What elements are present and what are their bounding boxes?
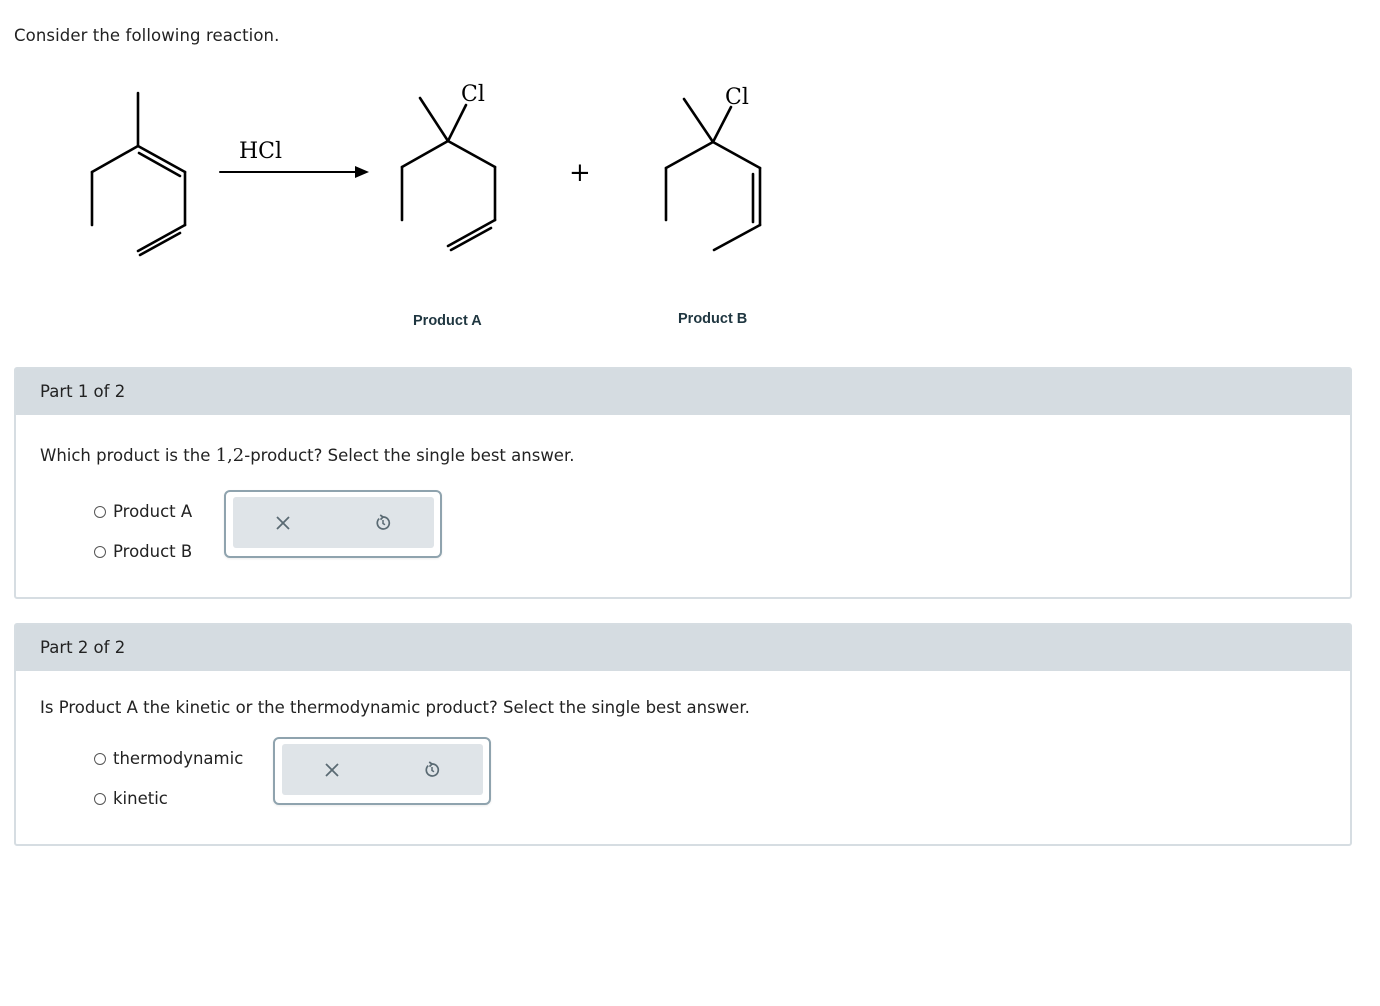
part-2-answer-tools — [273, 737, 491, 805]
option-product-a[interactable] — [94, 502, 192, 521]
tool-bar — [233, 497, 434, 548]
option-label: kinetic — [113, 789, 168, 808]
undo-button[interactable] — [382, 761, 484, 779]
question-text-start: Which product is the — [40, 446, 216, 465]
radio-product-b[interactable] — [94, 546, 106, 558]
product-a-label: Product A — [413, 313, 482, 329]
question-math: 1,2 — [215, 445, 245, 466]
tool-bar — [282, 744, 483, 795]
product-b-label: Product B — [678, 311, 748, 327]
option-product-b[interactable] — [94, 542, 192, 561]
part-2-panel — [14, 623, 1352, 846]
question-text-end: -product? Select the single best answer. — [244, 446, 575, 465]
part-1-panel — [14, 367, 1352, 599]
part-1-header: Part 1 of 2 — [16, 369, 1350, 415]
radio-thermodynamic[interactable] — [94, 753, 106, 765]
close-icon — [324, 762, 340, 778]
product-a-chlorine: Cl — [461, 82, 485, 107]
reactant-structure — [92, 93, 185, 255]
radio-product-a[interactable] — [94, 506, 106, 518]
part-1-question — [40, 445, 574, 466]
clear-button[interactable] — [282, 762, 382, 778]
option-label: thermodynamic — [113, 749, 244, 768]
undo-icon — [374, 514, 392, 532]
clear-button[interactable] — [233, 515, 333, 531]
undo-icon — [423, 761, 441, 779]
product-a-structure — [402, 98, 495, 250]
option-label: Product B — [113, 542, 193, 561]
option-kinetic[interactable] — [94, 789, 168, 808]
option-thermodynamic[interactable] — [94, 749, 243, 768]
intro-text: Consider the following reaction. — [14, 26, 280, 45]
reaction-arrow — [220, 166, 369, 178]
plus-sign: + — [569, 158, 591, 188]
part-2-header: Part 2 of 2 — [16, 625, 1350, 671]
product-b-chlorine: Cl — [725, 85, 749, 110]
reaction-scheme — [0, 0, 1380, 300]
option-label: Product A — [113, 502, 193, 521]
product-b-structure — [666, 99, 760, 250]
radio-kinetic[interactable] — [94, 793, 106, 805]
close-icon — [275, 515, 291, 531]
part-2-question: Is Product A the kinetic or the thermodynamic product? Select the single best answer. — [40, 698, 750, 717]
part-1-answer-tools — [224, 490, 442, 558]
undo-button[interactable] — [333, 514, 435, 532]
reagent-label: HCl — [239, 139, 283, 164]
